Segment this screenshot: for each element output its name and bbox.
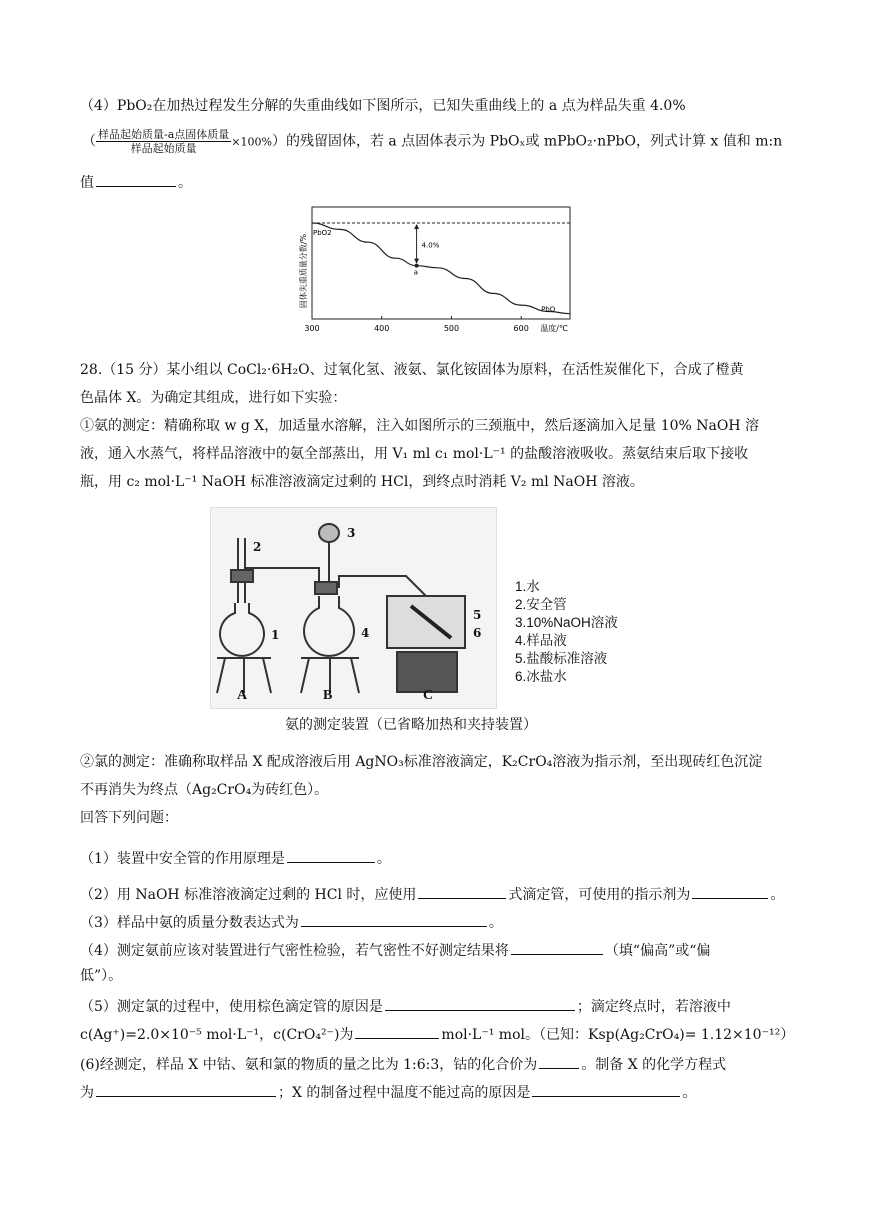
x-tick-label: 300 [304,324,320,333]
drop-label: 4.0% [421,241,440,250]
answer-blank[interactable] [532,1082,680,1097]
q4-line1: （4）PbO₂在加热过程发生分解的失重曲线如下图所示，已知失重曲线上的 a 点为样品失重 4.0% [80,98,686,114]
step2-b: 不再消失为终点（Ag₂CrO₄为砖红色）。 [80,782,329,798]
point-a-label: a [413,268,418,277]
flask-a [217,538,271,693]
question-5b: c(Ag⁺)=2.0×10⁻⁵ mol·L⁻¹，c(CrO₄²⁻)为 mol·L⁻¹ mol。（已知：Ksp(Ag₂CrO₄)= 1.12×10⁻¹²） [80,1024,794,1045]
question-3: （3）样品中氨的质量分数表达式为 。 [80,912,503,933]
question-4b: 低”）。 [80,968,123,984]
arrow-head-top [414,224,419,229]
label-b: B [323,688,333,703]
legend-item: 2.安全管 [515,597,567,612]
step1-a: ①氨的测定：精确称取 w g X，加适量水溶解，注入如图所示的三颈瓶中，然后逐滴加入足量 10% NaOH 溶 [80,418,760,434]
question-6b: 为 ；X 的制备过程中温度不能过高的原因是 。 [80,1082,696,1103]
question-6a: (6)经测定，样品 X 中钴、氨和氯的物质的量之比为 1:6:3，钴的化合价为 。制备 X 的化学方程式 [80,1054,726,1075]
figure-caption: 氨的测定装置（已省略加热和夹持装置） [285,717,537,733]
question-5a: （5）测定氯的过程中，使用棕色滴定管的原因是 ；滴定终点时，若溶液中 [80,996,731,1017]
legend-item: 3.10%NaOH溶液 [515,615,618,630]
point-a [415,264,419,268]
q4-line2: （ $\frac{\text{样品起始质量-a点固体质量}}{\text{样品起始质量}}$ ×100%）的残留固体，若 a 点固体表示为 PbOₓ或 mPbO₂·nPbO，列式计算 x 值和 m:n [82,128,783,155]
question-1: （1）装置中安全管的作用原理是 。 [80,848,391,869]
answer-blank[interactable] [539,1054,579,1069]
label-c: C [423,688,434,703]
q4-line3: 值 。 [80,172,192,193]
legend-item: 5.盐酸标准溶液 [515,651,608,666]
x-tick-label: 400 [374,324,390,333]
num-4: 4 [361,626,370,640]
answer-blank[interactable] [96,172,176,187]
flask-b [301,524,359,693]
legend-item: 4.样品液 [515,633,567,648]
q28-intro2: 色晶体 X。为确定其组成，进行如下实验： [80,390,347,406]
step2-a: ②氯的测定：准确称取样品 X 配成溶液后用 AgNO₃标准溶液滴定，K₂CrO₄溶液为指示剂，至出现砖红色沉淀 [80,754,763,770]
q28-intro1: 28.（15 分）某小组以 CoCl₂·6H₂O、过氧化氢、液氨、氯化铵固体为原料，在活性炭催化下，合成了橙黄 [80,362,744,378]
num-3: 3 [347,526,356,540]
mass-loss-chart [296,205,586,350]
num-2: 2 [253,540,262,554]
legend-item: 6.冰盐水 [515,669,567,684]
answer-blank[interactable] [96,1082,276,1097]
arrow-head-bottom [414,259,419,264]
num-6: 6 [473,626,482,640]
x-tick-label: 600 [513,324,529,333]
chart-svg [296,205,586,350]
x-tick-label: 500 [443,324,460,333]
start-label: PbO2 [313,229,332,237]
num-5: 5 [473,608,482,622]
x-axis-label: 温度/℃ [540,324,568,333]
answer-blank[interactable] [511,940,603,955]
num-1: 1 [271,628,280,642]
answer-blank[interactable] [287,848,375,863]
mass-loss-fraction: $\frac{\text{样品起始质量-a点固体质量}}{\text{样品起始质量}}$ [98,128,230,155]
apparatus-figure [210,507,497,709]
label-a: A [237,688,248,703]
answer-blank[interactable] [692,884,768,899]
beaker-c [387,596,465,692]
legend-item: 1.水 [515,579,540,594]
end-label: PbO [541,305,556,314]
answer-blank[interactable] [385,996,575,1011]
step1-c: 瓶，用 c₂ mol·L⁻¹ NaOH 标准溶液滴定过剩的 HCl，到终点时消耗 V₂ ml NaOH 溶液。 [80,474,644,490]
question-2: （2）用 NaOH 标准溶液滴定过剩的 HCl 时，应使用 式滴定管，可使用的指示剂为 。 [80,884,784,905]
answer-blank[interactable] [301,912,487,927]
chart-frame [312,207,570,319]
question-4a: （4）测定氨前应该对装置进行气密性检验，若气密性不好测定结果将 （填“偏高”或“偏 [80,940,710,961]
answer-blank[interactable] [418,884,506,899]
step1-b: 液，通入水蒸气，将样品溶液中的氨全部蒸出，用 V₁ ml c₁ mol·L⁻¹ 的盐酸溶液吸收。蒸氨结束后取下接收 [80,446,749,462]
answer-blank[interactable] [355,1024,439,1039]
mass-loss-curve [312,223,570,314]
y-axis-label: 固体失重质量分数/% [299,233,308,309]
apparatus-legend [515,578,618,686]
answer-prompt: 回答下列问题： [80,810,178,826]
